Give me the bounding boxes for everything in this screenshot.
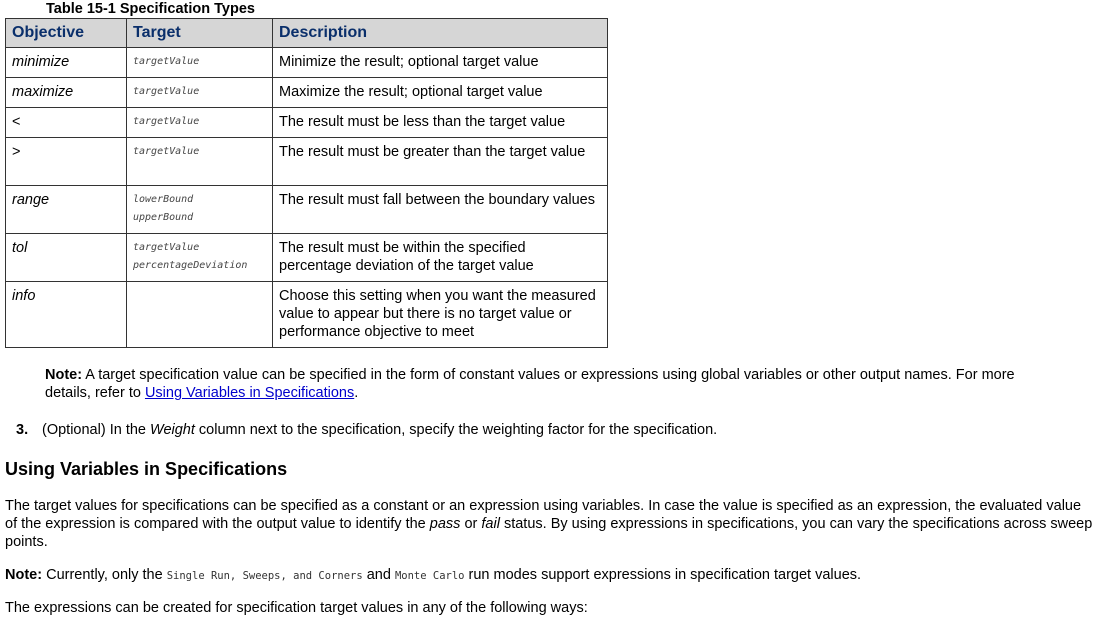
table-row	[6, 282, 608, 348]
note-text: A target specification value can be specified in the form of constant values or expressions using global variables or other output names. For more details, refer to	[45, 367, 1015, 401]
fail-emphasis: fail	[481, 516, 500, 532]
table-row	[6, 234, 608, 282]
description-cell: The result must be within the specified percentage deviation of the target value	[273, 234, 608, 282]
step-text-post: column next to the specification, specify the weighting factor for the specification.	[198, 422, 718, 438]
objective-cell: tol	[6, 234, 127, 282]
description-cell: The result must be less than the target value	[273, 108, 608, 138]
target-param: targetValue	[133, 56, 200, 67]
header-objective: Objective	[6, 19, 127, 48]
note-paragraph	[45, 366, 1045, 402]
table-row	[6, 78, 608, 108]
step-3	[16, 421, 717, 439]
target-param: percentageDeviation	[133, 260, 248, 271]
objective-cell: info	[6, 282, 127, 348]
description-cell: Minimize the result; optional target value	[273, 48, 608, 78]
step-text-pre: (Optional) In the	[42, 422, 146, 438]
para1-or: or	[464, 516, 478, 532]
using-variables-link[interactable]: Using Variables in Specifications	[144, 385, 355, 401]
target-cell	[127, 138, 273, 186]
note-end: .	[354, 385, 359, 401]
step-emphasis: Weight	[150, 422, 195, 438]
description-cell: Choose this setting when you want the measured value to appear but there is no target value or performance objective to meet	[273, 282, 608, 348]
target-param: targetValue	[133, 116, 200, 127]
description-cell: The result must fall between the boundary values	[273, 186, 608, 234]
target-param: targetValue	[133, 86, 200, 97]
note2-text-b: run modes support expressions in specification target values.	[468, 567, 862, 583]
target-param: upperBound	[133, 212, 194, 223]
section-paragraph-3: The expressions can be created for specification target values in any of the following ways:	[5, 600, 588, 616]
objective-cell: maximize	[6, 78, 127, 108]
table-row	[6, 186, 608, 234]
specification-types-table	[5, 18, 608, 348]
table-row	[6, 138, 608, 186]
description-cell: Maximize the result; optional target value	[273, 78, 608, 108]
table-caption: Table 15-1 Specification Types	[46, 1, 255, 17]
para1-text-b: status. By using expressions in specifications, you can vary the specifications across sweep points.	[5, 516, 1093, 550]
table-row	[6, 48, 608, 78]
note2-code-1: Single Run, Sweeps, and Corners	[166, 570, 363, 582]
target-cell	[127, 108, 273, 138]
target-param: lowerBound	[133, 194, 194, 205]
note2-and: and	[366, 567, 391, 583]
step-number: 3.	[16, 422, 29, 438]
objective-cell: <	[6, 108, 127, 138]
target-cell	[127, 234, 273, 282]
objective-cell: >	[6, 138, 127, 186]
pass-emphasis: pass	[429, 516, 461, 532]
note2-label: Note:	[5, 567, 43, 583]
table-row	[6, 108, 608, 138]
table-header-row	[6, 19, 608, 48]
header-target: Target	[127, 19, 273, 48]
target-param: targetValue	[133, 146, 200, 157]
target-param: targetValue	[133, 242, 200, 253]
section-note	[5, 566, 1095, 585]
header-description: Description	[273, 19, 608, 48]
objective-cell: range	[6, 186, 127, 234]
note2-code-2: Monte Carlo	[394, 570, 465, 582]
section-heading: Using Variables in Specifications	[5, 459, 288, 479]
para1-text-a: The target values for specifications can be specified as a constant or an expression using variables. In case the value is specified as an expression, the evaluated value of the expression is compared with the output value to identify the	[5, 498, 1082, 532]
note-label: Note:	[45, 367, 83, 383]
note2-text-a: Currently, only the	[46, 567, 163, 583]
objective-cell: minimize	[6, 48, 127, 78]
target-cell	[127, 78, 273, 108]
target-cell	[127, 48, 273, 78]
description-cell: The result must be greater than the target value	[273, 138, 608, 186]
section-paragraph-1	[5, 497, 1095, 551]
target-cell	[127, 186, 273, 234]
target-cell	[127, 282, 273, 348]
